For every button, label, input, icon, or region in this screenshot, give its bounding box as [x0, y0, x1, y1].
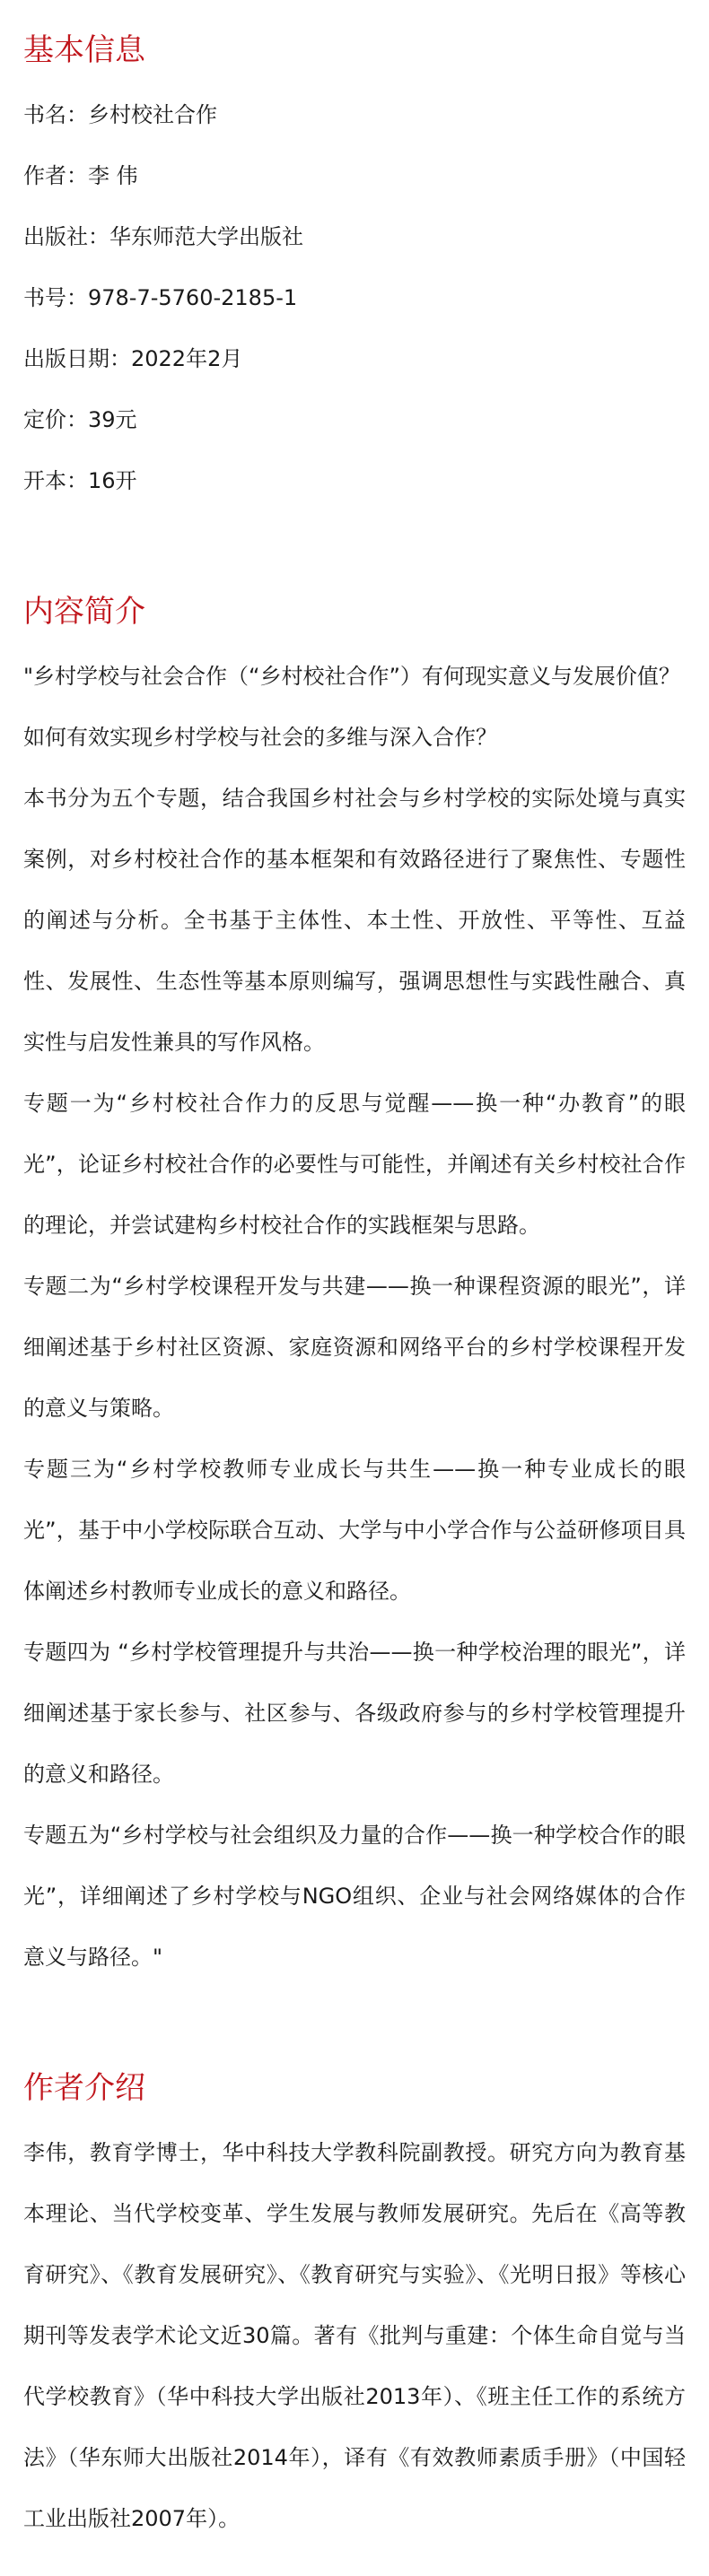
info-isbn: 书号：978-7-5760-2185-1	[23, 285, 298, 310]
summary-paragraph: 本书分为五个专题，结合我国乡村社会与乡村学校的实际处境与真实案例，对乡村校社合作的基本框架和有效路径进行了聚焦性、专题性的阐述与分析。全书基于主体性、本土性、开放性、平等性、互益性、发展性、生态性等基本原则编写，强调思想性与实践性融合、真实性与启发性兼具的写作风格。	[23, 786, 686, 1055]
basic-info-list	[23, 84, 686, 511]
basic-info-section	[23, 32, 686, 511]
info-publisher: 出版社：华东师范大学出版社	[23, 224, 303, 249]
info-author: 作者：李 伟	[23, 163, 138, 188]
summary-paragraph: 专题一为“乡村校社合作力的反思与觉醒——换一种“办教育”的眼光”，论证乡村校社合作的必要性与可能性，并阐述有关乡村校社合作的理论，并尝试建构乡村校社合作的实践框架与思路。	[23, 1091, 686, 1238]
author-section	[23, 2070, 686, 2549]
info-publish-date: 出版日期：2022年2月	[23, 346, 243, 371]
summary-paragraph: 专题四为 “乡村学校管理提升与共治——换一种学校治理的眼光”，详细阐述基于家长参与、社区参与、各级政府参与的乡村学校管理提升的意义和路径。	[23, 1640, 686, 1787]
basic-info-heading: 基本信息	[23, 32, 145, 68]
summary-paragraph: 专题三为“乡村学校教师专业成长与共生——换一种专业成长的眼光”，基于中小学校际联合互动、大学与中小学合作与公益研修项目具体阐述乡村教师专业成长的意义和路径。	[23, 1457, 686, 1604]
info-book-title: 书名：乡村校社合作	[23, 102, 217, 127]
info-price: 定价：39元	[23, 407, 137, 432]
summary-section	[23, 594, 686, 1988]
author-heading: 作者介绍	[23, 2070, 145, 2106]
summary-heading: 内容简介	[23, 594, 145, 630]
info-format: 开本：16开	[23, 468, 137, 493]
summary-paragraph: 专题五为“乡村学校与社会组织及力量的合作——换一种学校合作的眼光”，详细阐述了乡村学校与NGO组织、企业与社会网络媒体的合作意义与路径。"	[23, 1823, 686, 1970]
author-paragraph: 李伟，教育学博士，华中科技大学教科院副教授。研究方向为教育基本理论、当代学校变革、学生发展与教师发展研究。先后在《高等教育研究》、《教育发展研究》、《教育研究与实验》、《光明日报》等核心期刊等发表学术论文近30篇。著有《批判与重建：个体生命自觉与当代学校教育》（华中科技大学出版社2013年）、《班主任工作的系统方法》（华东师大出版社2014年），译有《有效教师素质手册》（中国轻工业出版社2007年）。	[23, 2140, 686, 2531]
summary-paragraph: 专题二为“乡村学校课程开发与共建——换一种课程资源的眼光”，详细阐述基于乡村社区资源、家庭资源和网络平台的乡村学校课程开发的意义与策略。	[23, 1274, 686, 1421]
summary-paragraph: "乡村学校与社会合作（“乡村校社合作”）有何现实意义与发展价值？	[23, 664, 680, 689]
summary-paragraph: 如何有效实现乡村学校与社会的多维与深入合作？	[23, 725, 497, 750]
